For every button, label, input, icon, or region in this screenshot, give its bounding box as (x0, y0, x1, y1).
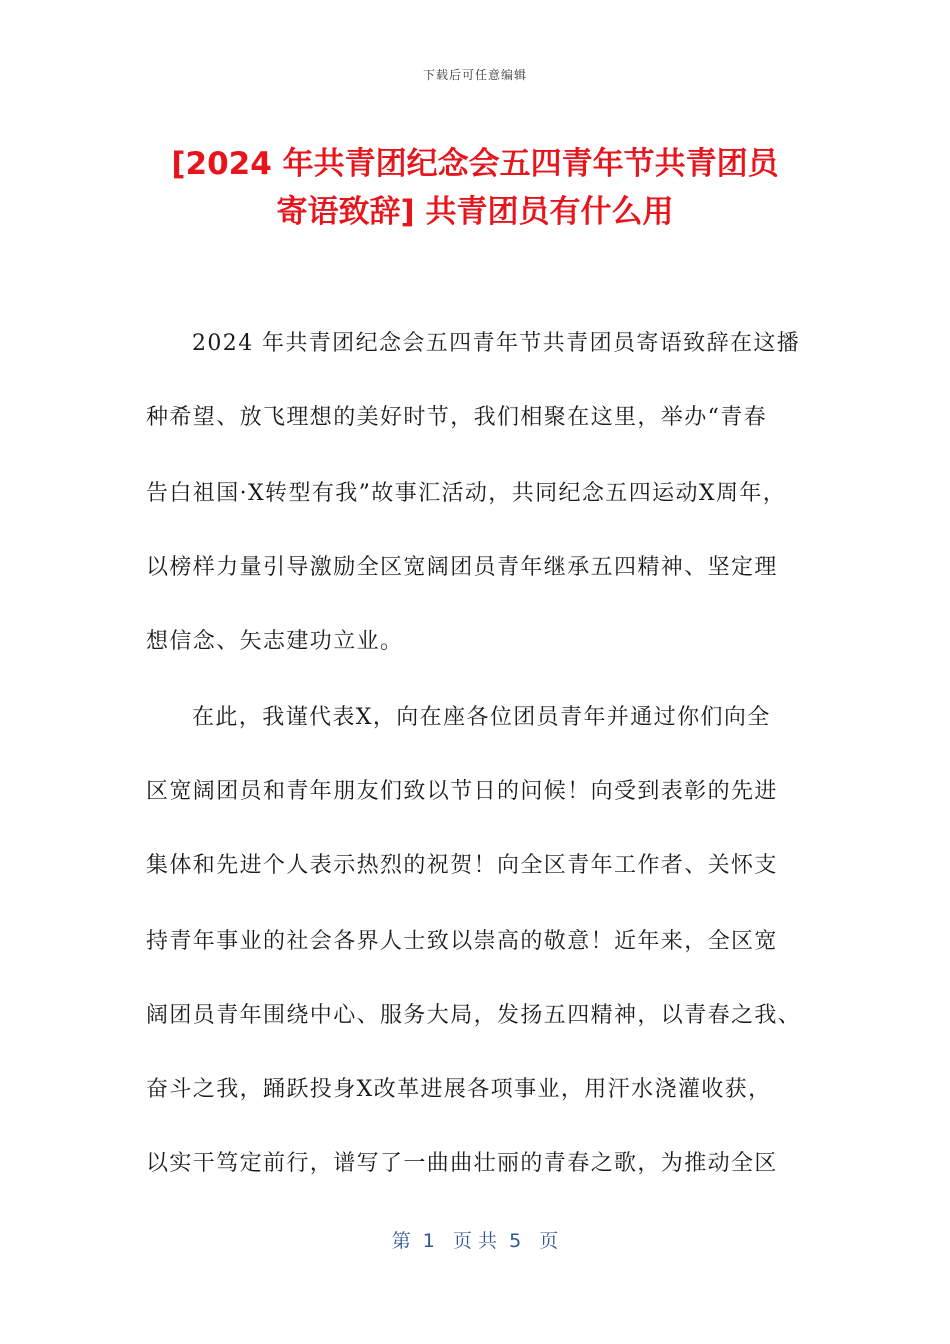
paragraph-2-line-5: 阔团员青年围绕中心、服务大局，发扬五四精神，以青春之我、 (146, 1003, 802, 1028)
title-line-2: 寄语致辞] 共青团员有什么用 (276, 194, 674, 230)
paragraph-2-line-4: 持青年事业的社会各界人士致以崇高的敬意！近年来，全区宽 (146, 929, 778, 954)
paragraph-2-line-3: 集体和先进个人表示热烈的祝贺！向全区青年工作者、关怀支 (146, 853, 778, 878)
paragraph-1-line-5: 想信念、矢志建功立业。 (146, 629, 404, 654)
paragraph-1-line-2: 种希望、放飞理想的美好时节，我们相聚在这里，举办“青春 (146, 405, 768, 430)
paragraph-1-line-4: 以榜样力量引导激励全区宽阔团员青年继承五四精神、坚定理 (146, 555, 778, 580)
paragraph-1-line-3: 告白祖国·X转型有我”故事汇活动，共同纪念五四运动X周年， (146, 481, 787, 506)
document-title (100, 140, 850, 236)
paragraph-2-line-1: 在此，我谨代表X，向在座各位团员青年并通过你们向全 (192, 705, 771, 730)
paragraph-2-line-6: 奋斗之我，踊跃投身X改革进展各项事业，用汗水浇灌收获， (146, 1077, 772, 1102)
paragraph-1-line-1: 2024 年共青团纪念会五四青年节共青团员寄语致辞在这播 (192, 331, 801, 356)
paragraph-2-line-7: 以实干笃定前行，谱写了一曲曲壮丽的青春之歌，为推动全区 (146, 1151, 778, 1176)
page-footer: 第 1 页 共 5 页 (391, 1230, 559, 1252)
header-note: 下载后可任意编辑 (422, 68, 527, 82)
paragraph-2-line-2: 区宽阔团员和青年朋友们致以节日的问候！向受到表彰的先进 (146, 779, 778, 804)
title-line-1: [2024 年共青团纪念会五四青年节共青团员 (171, 146, 779, 182)
